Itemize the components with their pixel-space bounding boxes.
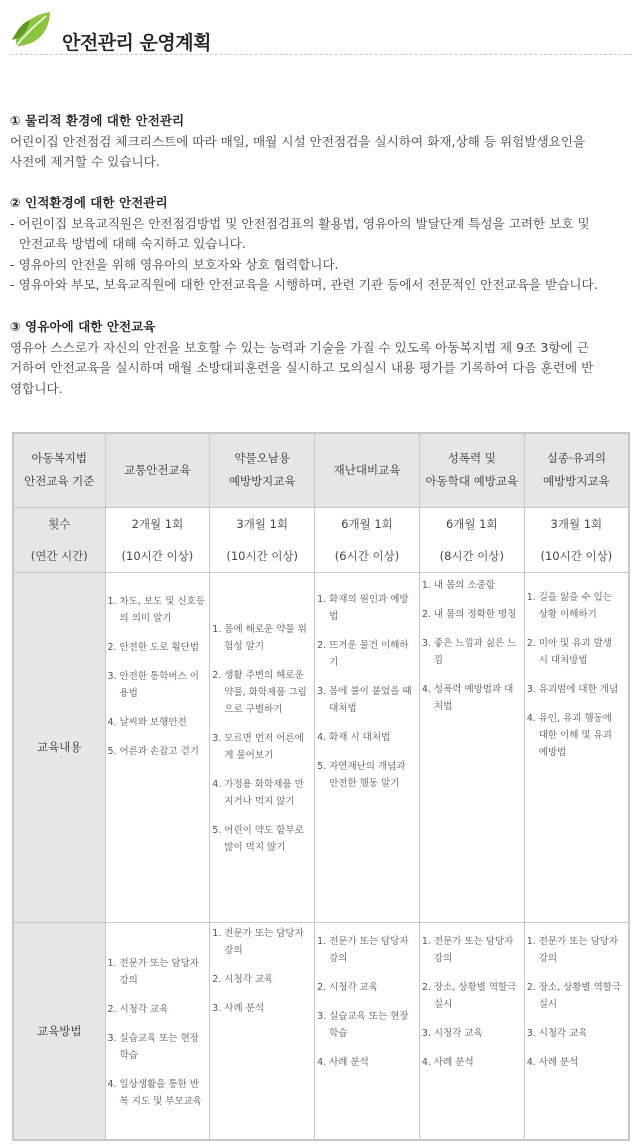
item-text: 생활 주변의 해로운 약물, 화학제품 그림으로 구별하기 <box>224 669 307 715</box>
frequency-cell <box>315 507 420 572</box>
list-item <box>210 621 314 655</box>
method-cell <box>524 922 629 1140</box>
item-number: 3. <box>421 637 431 649</box>
list-item <box>106 743 210 760</box>
item-text: 날씨와 보행안전 <box>119 716 187 728</box>
item-text: 시청각 교육 <box>119 1003 169 1015</box>
column-header-line: 약물오남용 <box>234 451 290 466</box>
list-item <box>106 639 210 656</box>
annual-hours: (10시간 이상) <box>540 548 613 563</box>
item-text: 장소, 상황별 역할극 실시 <box>538 981 622 1010</box>
list-item <box>315 729 419 746</box>
content-list <box>525 589 628 761</box>
section-heading: ① 물리적 환경에 대한 안전관리 <box>10 113 185 128</box>
leaf-icon <box>10 10 56 50</box>
column-header <box>210 433 315 507</box>
item-text: 차도, 보도 및 신호등의 의미 알기 <box>119 595 205 624</box>
item-number: 2. <box>107 1003 117 1015</box>
column-header-line: 아동학대 예방교육 <box>425 474 519 489</box>
list-item <box>106 668 210 702</box>
item-text: 가정용 화학제품 만지거나 먹지 않기 <box>224 778 304 807</box>
list-item <box>106 714 210 731</box>
item-number: 2. <box>212 669 222 681</box>
list-item <box>315 1008 419 1042</box>
list-item <box>210 776 314 810</box>
item-text: 화재의 원인과 예방법 <box>329 593 409 622</box>
item-number: 3. <box>107 1032 117 1044</box>
item-number: 1. <box>317 935 327 947</box>
item-number: 2. <box>317 639 327 651</box>
item-text: 몸에 불이 붙었을 때 대처법 <box>329 685 412 714</box>
item-number: 4. <box>317 731 327 743</box>
section-text: 사전에 제거할 수 있습니다. <box>10 154 160 169</box>
section-child-safety-education <box>10 317 632 399</box>
item-number: 3. <box>212 1002 222 1014</box>
item-number: 3. <box>526 1027 536 1039</box>
column-header-line: 예방방지교육 <box>228 474 296 489</box>
item-number: 3. <box>421 1027 431 1039</box>
list-item <box>420 635 524 669</box>
list-item <box>315 683 419 717</box>
item-number: 4. <box>526 1056 536 1068</box>
method-cell <box>419 922 524 1140</box>
item-text: 사례 분석 <box>329 1056 369 1068</box>
method-list <box>420 933 524 1071</box>
list-item <box>210 730 314 764</box>
item-number: 1. <box>317 593 327 605</box>
list-item <box>106 955 210 989</box>
item-number: 1. <box>107 595 117 607</box>
list-item <box>525 635 628 669</box>
list-item <box>420 979 524 1013</box>
frequency-value: 3개월 1회 <box>236 516 288 531</box>
column-header-line: 예방방지교육 <box>543 474 610 489</box>
item-number: 4. <box>526 712 536 724</box>
frequency-cell <box>524 507 629 572</box>
item-text: 사례 분석 <box>224 1002 265 1014</box>
frequency-value: 6개월 1회 <box>445 516 498 531</box>
row-label-line: 횟수 <box>48 516 71 531</box>
list-item <box>525 681 628 698</box>
item-text: 유인, 유괴 행동에 대한 이해 및 유괴 예방법 <box>538 712 612 758</box>
item-number: 4. <box>317 1056 327 1068</box>
table-row-method <box>13 922 629 1140</box>
list-item <box>106 1001 210 1018</box>
method-list <box>315 933 419 1071</box>
item-text: 시청각 교육 <box>538 1027 588 1039</box>
section-text: 안전교육 방법에 대해 숙지하고 있습니다. <box>19 236 246 251</box>
corner-header <box>13 433 105 507</box>
list-item <box>210 822 314 856</box>
item-text: 시청각 교육 <box>329 981 378 993</box>
section-text: 거하여 안전교육을 실시하며 매월 소방대피훈련을 실시하고 모의실시 내용 평가를 기록하여 다음 훈련에 반 <box>10 360 594 375</box>
item-number: 2. <box>107 641 117 653</box>
item-text: 일상생활을 통한 반복 지도 및 부모교육 <box>119 1078 202 1107</box>
item-text: 모르면 먼저 어른에게 물어보기 <box>224 732 304 761</box>
section-text: - 영유아와 부모, 보육교직원에 대한 안전교육을 시행하며, 관련 기관 등에서 전문적인 안전교육을 받습니다. <box>10 277 598 292</box>
column-header <box>105 433 210 507</box>
column-header <box>315 433 420 507</box>
section-human-environment <box>10 193 632 296</box>
list-item <box>210 667 314 718</box>
page-title: 안전관리 운영계획 <box>62 32 211 54</box>
table-row-content <box>13 572 629 922</box>
item-number: 2. <box>526 981 536 993</box>
item-text: 어린이 약도 함부로 많이 먹지 않기 <box>224 824 304 853</box>
item-text: 내 몸의 정확한 명칭 <box>433 608 517 620</box>
item-text: 사례 분석 <box>433 1056 474 1068</box>
item-number: 4. <box>107 1078 117 1090</box>
item-text: 전문가 또는 담당자 강의 <box>119 957 199 986</box>
frequency-value: 2개월 1회 <box>131 516 184 531</box>
frequency-value: 3개월 1회 <box>550 516 603 531</box>
content-list <box>315 591 419 792</box>
method-cell <box>105 922 210 1140</box>
item-text: 좋은 느낌과 싫은 느낌 <box>433 637 517 666</box>
content-cell <box>315 572 420 922</box>
method-list <box>210 925 314 1017</box>
method-cell <box>315 922 420 1140</box>
list-item <box>315 933 419 967</box>
item-text: 화재 시 대처법 <box>329 731 391 743</box>
table-header-row <box>13 433 629 507</box>
list-item <box>420 681 524 715</box>
item-number: 4. <box>421 683 431 695</box>
item-text: 길을 잃을 수 있는 상황 이해하기 <box>538 591 612 620</box>
frequency-value: 6개월 1회 <box>341 516 393 531</box>
list-item <box>315 1054 419 1071</box>
item-number: 4. <box>421 1056 431 1068</box>
item-text: 전문가 또는 담당자 강의 <box>433 935 514 964</box>
item-number: 2. <box>421 608 431 620</box>
content-list <box>420 577 524 715</box>
table-row-frequency <box>13 507 629 572</box>
content-cell <box>524 572 629 922</box>
item-number: 1. <box>421 935 431 947</box>
column-header-line: 교통안전교육 <box>124 462 191 477</box>
item-text: 자연재난의 개념과 안전한 행동 알기 <box>329 760 406 789</box>
item-text: 전문가 또는 담당자 강의 <box>538 935 619 964</box>
row-label-line: (연간 시간) <box>30 548 88 563</box>
list-item <box>420 1054 524 1071</box>
item-number: 3. <box>212 732 222 744</box>
section-physical-environment <box>10 111 632 173</box>
item-number: 5. <box>212 824 222 836</box>
column-header-line: 성폭력 및 <box>447 451 496 466</box>
item-text: 뜨거운 물건 이해하기 <box>329 639 409 668</box>
item-text: 안전한 도로 횡단법 <box>119 641 199 653</box>
column-header-line: 재난대비교육 <box>333 462 401 477</box>
safety-education-table <box>12 432 630 1141</box>
content-cell <box>210 572 315 922</box>
item-text: 사례 분석 <box>538 1056 579 1068</box>
list-item <box>525 979 628 1013</box>
item-number: 5. <box>107 745 117 757</box>
method-cell <box>210 922 315 1140</box>
item-number: 1. <box>526 935 536 947</box>
column-header-line: 실종·유괴의 <box>546 451 606 466</box>
column-header <box>419 433 524 507</box>
list-item <box>315 637 419 671</box>
item-number: 4. <box>107 716 117 728</box>
item-text: 실습교육 또는 현장학습 <box>119 1032 199 1061</box>
item-text: 장소, 상황별 역할극 실시 <box>433 981 517 1010</box>
content-list <box>210 621 314 856</box>
row-label: 교육내용 <box>13 572 105 922</box>
item-number: 1. <box>212 623 222 635</box>
list-item <box>315 758 419 792</box>
item-text: 시청각 교육 <box>433 1027 483 1039</box>
item-number: 3. <box>526 683 536 695</box>
item-number: 3. <box>107 670 117 682</box>
item-text: 몸에 해로운 약물 위험성 알기 <box>224 623 307 652</box>
item-text: 전문가 또는 담당자 강의 <box>329 935 409 964</box>
list-item <box>420 577 524 594</box>
list-item <box>420 933 524 967</box>
list-item <box>210 1000 314 1017</box>
column-header <box>524 433 629 507</box>
corner-line: 안전교육 기준 <box>24 474 95 489</box>
item-text: 미아 및 유괴 발생 시 대처방법 <box>538 637 612 666</box>
row-label <box>13 507 105 572</box>
page-header <box>0 0 640 60</box>
item-number: 1. <box>212 927 222 939</box>
item-text: 안전한 통학버스 이용법 <box>119 670 199 699</box>
list-item <box>106 593 210 627</box>
item-text: 어른과 손잡고 걷기 <box>119 745 199 757</box>
row-label: 교육방법 <box>13 922 105 1140</box>
list-item <box>315 591 419 625</box>
item-text: 전문가 또는 담당자 강의 <box>224 927 304 956</box>
frequency-cell <box>419 507 524 572</box>
section-heading: ③ 영유아에 대한 안전교육 <box>10 319 156 334</box>
content-cell <box>419 572 524 922</box>
item-number: 1. <box>421 579 431 591</box>
item-number: 2. <box>212 973 222 985</box>
item-text: 유괴범에 대한 개념 <box>538 683 619 695</box>
item-text: 실습교육 또는 현장학습 <box>329 1010 409 1039</box>
item-number: 2. <box>526 637 536 649</box>
annual-hours: (6시간 이상) <box>334 548 400 563</box>
list-item <box>525 933 628 967</box>
item-text: 시청각 교육 <box>224 973 274 985</box>
list-item <box>106 1030 210 1064</box>
section-text: 영합니다. <box>10 380 63 396</box>
list-item <box>420 1025 524 1042</box>
header-divider <box>10 54 632 55</box>
section-heading: ② 인적환경에 대한 안전관리 <box>10 195 168 210</box>
list-item <box>210 925 314 959</box>
list-item <box>525 1025 628 1042</box>
section-text: 어린이집 안전점검 체크리스트에 따라 매일, 매월 시설 안전점검을 실시하여 화재,상해 등 위험발생요인을 <box>10 133 586 149</box>
annual-hours: (8시간 이상) <box>439 548 504 563</box>
item-number: 1. <box>526 591 536 603</box>
item-number: 1. <box>107 957 117 969</box>
list-item <box>420 606 524 623</box>
corner-line: 아동복지법 <box>31 451 88 466</box>
item-number: 2. <box>317 981 327 993</box>
frequency-cell <box>210 507 315 572</box>
item-text: 내 몸의 소중함 <box>433 579 495 591</box>
section-text: 영유아 스스로가 자신의 안전을 보호할 수 있는 능력과 기술을 가질 수 있도록 아동복지법 제 9조 3항에 근 <box>10 339 589 355</box>
item-number: 4. <box>212 778 222 790</box>
list-item <box>525 710 628 761</box>
section-text: - 영유아의 안전을 위해 영유아의 보호자와 상호 협력합니다. <box>10 256 339 272</box>
frequency-cell <box>105 507 210 572</box>
method-list <box>106 955 210 1110</box>
item-number: 3. <box>317 685 327 697</box>
annual-hours: (10시간 이상) <box>226 548 299 563</box>
section-text: - 어린이집 보육교직원은 안전점검방법 및 안전점검표의 활용법, 영유아의 발달단계 특성을 고려한 보호 및 <box>10 215 590 231</box>
method-list <box>525 933 628 1071</box>
item-number: 5. <box>317 760 327 772</box>
list-item <box>106 1076 210 1110</box>
content-cell <box>105 572 210 922</box>
list-item <box>210 971 314 988</box>
content-list <box>106 593 210 760</box>
item-text: 성폭력 예방법과 대처법 <box>433 683 514 712</box>
item-number: 2. <box>421 981 431 993</box>
list-item <box>525 1054 628 1071</box>
item-number: 3. <box>317 1010 327 1022</box>
list-item <box>315 979 419 996</box>
list-item <box>525 589 628 623</box>
annual-hours: (10시간 이상) <box>121 548 194 563</box>
